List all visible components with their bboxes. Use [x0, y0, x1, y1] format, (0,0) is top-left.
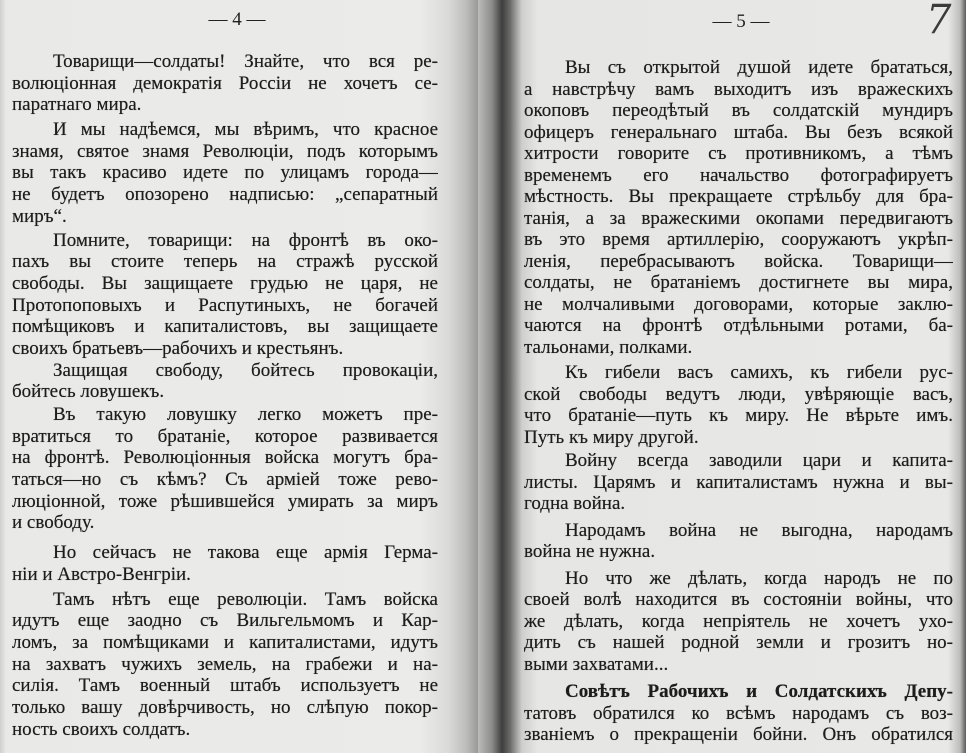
- text-line: Товарищи—солдаты! Знайте, что вся ре-: [53, 51, 438, 72]
- text-line: мѣстность. Вы прекращаете стрѣльбу для бра-: [524, 186, 953, 207]
- text-line: танія, а за вражескими окопами передвигаютъ: [524, 207, 953, 229]
- text-line: Войну всегда заводили цари и капита-: [565, 450, 953, 471]
- text-line: не молчаливыми договорами, которые заклю-: [524, 293, 953, 315]
- text-line: же дѣлать, когда непріятель не хочетъ ухо-: [524, 610, 953, 632]
- text-line: дить съ нашей родной земли и грозитъ но-: [524, 632, 953, 653]
- paragraph: [12, 404, 438, 534]
- text-line: миръ“.: [12, 205, 67, 227]
- text-line: солдаты, не братаніемъ достигнете вы мира,: [524, 272, 953, 293]
- paragraph: [524, 57, 953, 358]
- paragraph: [524, 520, 953, 563]
- text-line: своей волѣ находится въ состояніи войны, что: [524, 589, 953, 610]
- text-line: знамя, святое знамя Революціи, подъ которымъ: [12, 140, 438, 162]
- text-line: Но что же дѣлать, когда народъ не по: [565, 567, 953, 589]
- paragraph: [524, 450, 953, 515]
- left-page: [0, 0, 478, 753]
- text-line: Протопоповыхъ и Распутиныхъ, не богачей: [12, 294, 438, 316]
- text-line: ленія, перебрасываютъ войска. Товарищи—: [524, 250, 953, 272]
- text-line: тальонами, полками.: [524, 336, 693, 358]
- text-line: волюціонная демократія Россіи не хочетъ се-: [12, 72, 438, 94]
- text-line: Но сейчасъ не такова еще армія Герма-: [53, 542, 438, 564]
- text-line: Тамъ нѣтъ еще революціи. Тамъ войска: [53, 588, 438, 610]
- text-line: только вашу довѣрчивость, но слѣпую покор-: [12, 696, 438, 718]
- text-line: не будетъ опозорено надписью: „сепаратный: [12, 184, 438, 206]
- right-page-text: [524, 57, 953, 746]
- text-line: что братаніе—путь къ миру. Не вѣрьте имъ.: [524, 405, 953, 426]
- text-line: силія. Тамъ военный штабъ используетъ не: [12, 675, 438, 697]
- paragraph: [524, 568, 953, 676]
- paragraph: [12, 119, 438, 227]
- text-line: Помните, товарищи: на фронтѣ въ око-: [53, 229, 438, 251]
- paragraph: [12, 230, 438, 360]
- text-line: бойтесь ловушекъ.: [12, 381, 165, 403]
- text-line: на фронтѣ. Революціонныя войска могутъ бра-: [12, 447, 438, 469]
- text-line: Путь къ миру другой.: [524, 426, 699, 448]
- text-line: а навстрѣчу вамъ выходитъ изъ вражескихъ: [524, 78, 953, 100]
- text-line: ность своихъ солдатъ.: [12, 718, 191, 740]
- text-line: званіемъ о прекращеніи бойни. Онъ обратился: [524, 724, 953, 745]
- left-page-text: [12, 51, 438, 740]
- text-line: идутъ еще заодно съ Вильгельмомъ и Кар-: [12, 610, 438, 632]
- text-line: годна война.: [524, 493, 626, 514]
- text-line: хитрости говорите съ противникомъ, а тѣмъ: [524, 143, 953, 164]
- paragraph: [524, 362, 953, 448]
- paragraph: [12, 542, 438, 585]
- text-line: Вы съ открытой душой идете брататься,: [565, 57, 953, 78]
- paragraph: [524, 681, 953, 746]
- text-line: Народамъ война не выгодна, народамъ: [565, 519, 953, 541]
- text-line: вы такъ красиво идете по улицамъ города—: [12, 162, 438, 184]
- text-line: люціонной, тоже рѣшившейся умирать за миръ: [12, 490, 438, 512]
- text-line: своихъ братьевъ—рабочихъ и крестьянъ.: [12, 337, 344, 359]
- page-number: — 5 —: [712, 11, 770, 32]
- text-line: татовъ обратился ко всѣмъ народамъ съ воз-: [524, 702, 953, 724]
- page-number: — 4 —: [208, 9, 266, 30]
- paragraph: [12, 51, 438, 116]
- text-line: офицеръ генеральнаго штаба. Вы безъ всякой: [524, 121, 953, 143]
- text-line: ломъ, за помѣщиками и капиталистами, идутъ: [12, 631, 438, 653]
- text-line: таться—но съ кѣмъ? Съ арміей тоже рево-: [12, 469, 438, 491]
- handwritten-page-mark: 7: [926, 0, 952, 43]
- text-line: Защищая свободу, бойтесь провокаціи,: [53, 359, 438, 381]
- text-line: Совѣтъ Рабочихъ и Солдатскихъ Депу-: [565, 681, 953, 702]
- text-line: война не нужна.: [524, 541, 656, 562]
- right-page: [478, 0, 966, 753]
- text-line: Къ гибели васъ самихъ, къ гибели рус-: [565, 362, 953, 383]
- text-line: Въ такую ловушку легко можетъ пре-: [53, 404, 438, 425]
- text-line: и свободу.: [12, 512, 95, 534]
- text-line: вратиться то братаніе, которое развивается: [12, 425, 438, 447]
- paragraph: [12, 589, 438, 741]
- paragraph: [12, 360, 438, 403]
- text-line: временемъ его начальство фотографируетъ: [524, 164, 953, 186]
- text-line: паратнаго мира.: [12, 94, 142, 116]
- text-line: чаются на фронтѣ отдѣльными ротами, ба-: [524, 315, 953, 336]
- text-line: свободы. Вы защищаете грудью не царя, не: [12, 272, 438, 294]
- text-line: выми захватами...: [524, 653, 669, 675]
- text-line: И мы надѣемся, мы вѣримъ, что красное: [53, 119, 438, 141]
- text-line: въ это время артиллерію, сооружаютъ укрѣп-: [524, 229, 953, 250]
- text-line: ской свободы ведутъ люди, увѣряющіе васъ,: [524, 383, 953, 405]
- text-line: на захватъ чужихъ земель, на грабежи и на-: [12, 653, 438, 675]
- text-line: ніи и Австро-Венгріи.: [12, 563, 191, 585]
- text-line: помѣщиковъ и капиталистовъ, вы защищаете: [12, 316, 438, 338]
- text-line: пахъ вы стоите теперь на стражѣ русской: [12, 251, 438, 273]
- text-line: окоповъ переодѣтый въ солдатскій мундиръ: [524, 100, 953, 121]
- text-line: листы. Царямъ и капиталистамъ нужна и вы-: [524, 471, 953, 493]
